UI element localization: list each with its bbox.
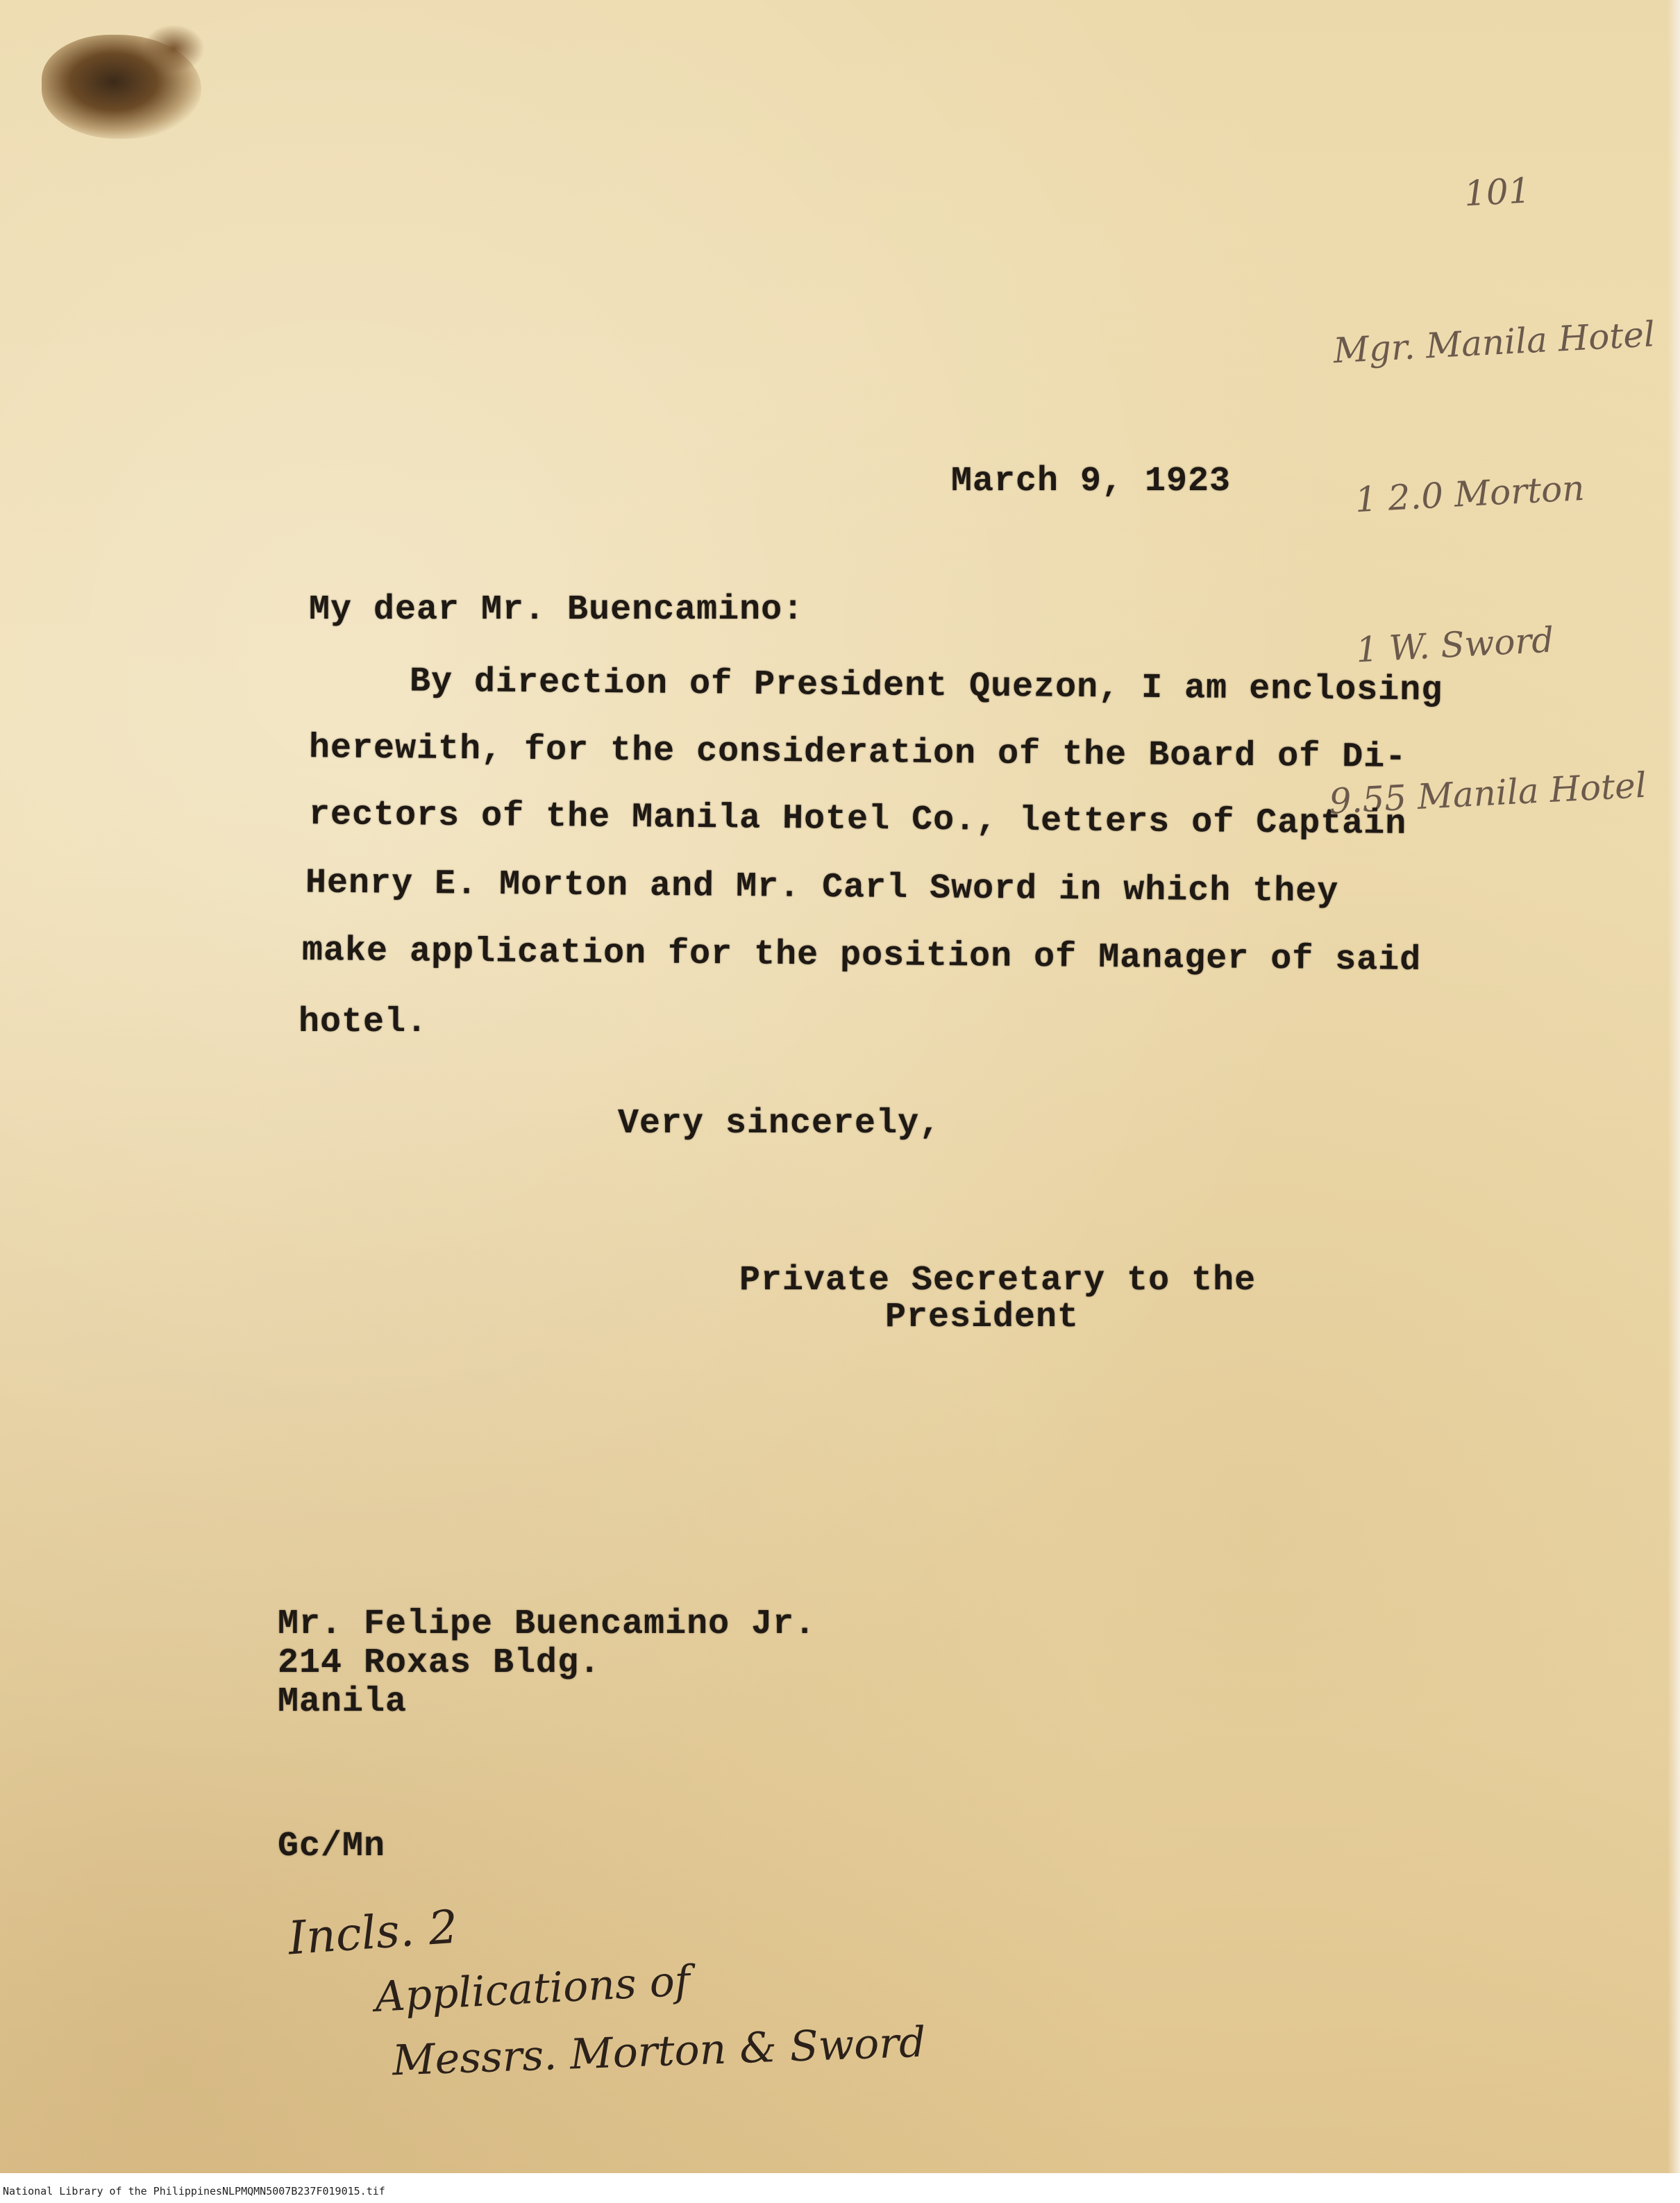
enclosure-line: Applications of: [373, 1957, 691, 2022]
recipient-line: 214 Roxas Bldg.: [278, 1643, 601, 1683]
notation-line: 9.55 Manila Hotel: [1328, 764, 1648, 822]
notation-line: Mgr. Manila Hotel: [1332, 314, 1656, 371]
notation-line: 1 2.0 Morton: [1354, 467, 1586, 521]
body-line: make application for the position of Manager of said: [301, 930, 1422, 981]
salutation: My dear Mr. Buencamino:: [309, 590, 805, 630]
body-line: Henry E. Morton and Mr. Carl Sword in which they: [305, 863, 1339, 912]
paper-edge: [1668, 0, 1680, 2173]
recipient-line: Mr. Felipe Buencamino Jr.: [278, 1605, 816, 1644]
burn-stain-secondary: [142, 24, 205, 73]
footer-file-id: NLPMQMN5007B237F019015.tif: [222, 2185, 385, 2197]
signature-title: Private Secretary to the: [739, 1261, 1257, 1300]
notation-line: 1 W. Sword: [1354, 619, 1555, 671]
enclosure-line: Messrs. Morton & Sword: [392, 2018, 927, 2086]
notation-line: 101: [1463, 170, 1531, 215]
body-line: rectors of the Manila Hotel Co., letters of Captain: [308, 795, 1407, 844]
enclosure-line: Incls. 2: [286, 1900, 460, 1966]
recipient-line: Manila: [278, 1682, 408, 1722]
closing: Very sincerely,: [618, 1104, 941, 1144]
body-line: herewith, for the consideration of the Board of Di-: [308, 728, 1407, 778]
footer-institution: National Library of the Philippines: [3, 2185, 223, 2197]
letter-date: March 9, 1923: [951, 462, 1232, 501]
typist-initials: Gc/Mn: [278, 1827, 386, 1866]
body-line: hotel.: [299, 1003, 428, 1042]
body-line: By direction of President Quezon, I am enclosing: [409, 662, 1443, 711]
signature-title: President: [885, 1298, 1080, 1337]
